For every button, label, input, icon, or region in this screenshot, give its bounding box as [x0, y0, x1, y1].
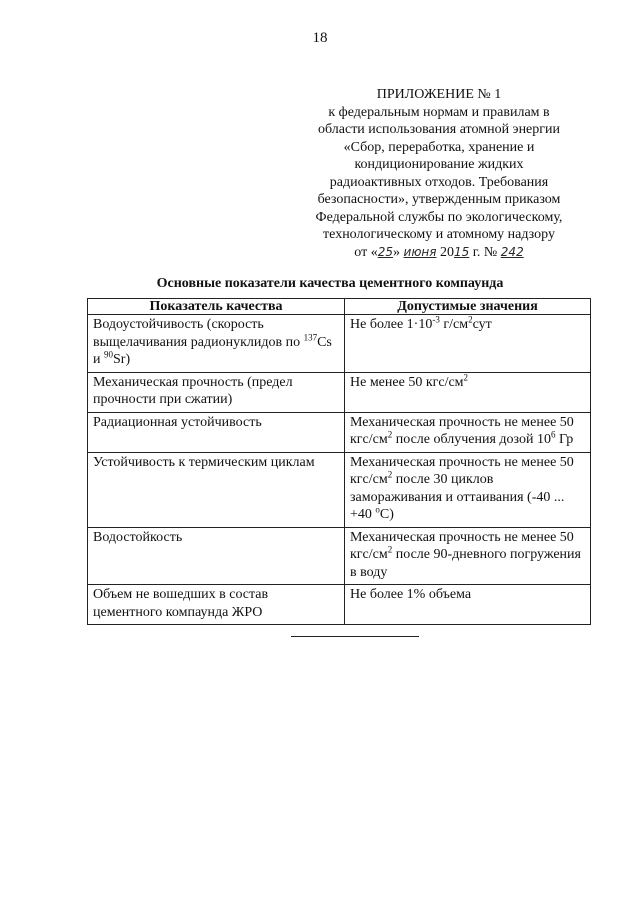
page-number: 18	[312, 30, 328, 46]
appendix-line: радиоактивных отходов. Требования	[329, 174, 549, 190]
appendix-block	[280, 86, 598, 261]
approval-month: июня	[403, 244, 437, 259]
column-header-values: Допустимые значения	[345, 299, 591, 315]
indicator-cell: Радиационная устойчивость	[88, 412, 345, 452]
approval-day: 25	[377, 244, 394, 259]
appendix-line: безопасности», утвержденным приказом	[317, 192, 561, 207]
table-row	[88, 585, 591, 625]
indicator-cell: Водостойкость	[88, 527, 345, 585]
approval-prefix: от «	[354, 244, 378, 260]
approval-year-prefix: 20	[436, 244, 454, 260]
table-row	[88, 527, 591, 585]
value-cell: Не более 1% объема	[345, 585, 591, 625]
appendix-line: Федеральной службы по экологическому,	[315, 209, 563, 225]
approval-number: 242	[500, 244, 524, 259]
table-row	[88, 315, 591, 373]
appendix-heading: ПРИЛОЖЕНИЕ № 1	[376, 87, 502, 102]
indicator-cell: Объем не вошедших в состав цементного компаунда ЖРО	[88, 585, 345, 625]
indicator-cell: Устойчивость к термическим циклам	[88, 452, 345, 527]
value-cell: Механическая прочность не менее 50 кгс/$см^2$ после 30 циклов замораживания и оттаивания (-40 ... +40 $^о$С)	[345, 452, 591, 527]
column-header-indicator: Показатель качества	[88, 299, 345, 315]
value-cell: Не менее 50 кгс/$см^2$	[345, 372, 591, 412]
approval-year-suffix: 15	[453, 244, 470, 259]
table-row	[88, 412, 591, 452]
appendix-line: к федеральным нормам и правилам в	[328, 104, 550, 120]
approval-number-prefix: г. №	[469, 244, 501, 260]
approval-line	[280, 244, 598, 262]
appendix-line: кондиционирование жидких	[354, 157, 524, 172]
value-cell: Механическая прочность не менее 50 кгс/$см^2$ после 90-дневного погружения в воду	[345, 527, 591, 585]
value-cell: Не более $1\cdot 10^{-3}$ $г/см^2сут$	[345, 315, 591, 373]
appendix-line: технологическому и атомному надзору	[323, 227, 555, 242]
end-rule	[291, 636, 419, 637]
indicator-cell: Механическая прочность (предел прочности при сжатии)	[88, 372, 345, 412]
quality-table	[87, 298, 591, 625]
approval-mid: »	[393, 244, 404, 260]
table-header-row	[88, 299, 591, 315]
indicator-cell: Водоустойчивость (скорость выщелачивания радионуклидов по $^{137}$Cs и $^{90}$Sr)	[88, 315, 345, 373]
appendix-line: «Сбор, переработка, хранение и	[343, 139, 535, 155]
table-title: Основные показатели качества цементного компаунда	[156, 276, 504, 291]
table-row	[88, 372, 591, 412]
appendix-line: области использования атомной энергии	[318, 122, 560, 137]
table-row	[88, 452, 591, 527]
value-cell: Механическая прочность не менее 50 кгс/$см^2$ после облучения дозой $10^6$ Гр	[345, 412, 591, 452]
